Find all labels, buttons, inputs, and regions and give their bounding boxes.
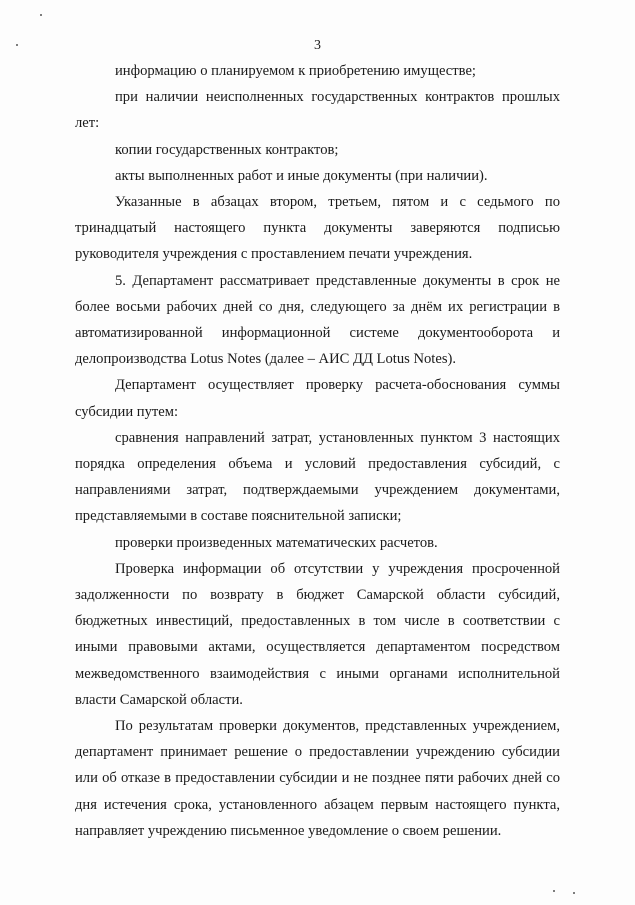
paragraph: при наличии неисполненных государственных контрактов прошлых лет: [75,89,560,132]
scan-speck [40,14,42,16]
scan-speck [573,892,575,894]
paragraph: сравнения направлений затрат, установленных пунктом 3 настоящих порядка определения объема и условий предоставления субсидий, с направлениями затрат, подтверждаемыми учреждением документами, представляемыми в составе пояснительной записки; [75,429,560,525]
paragraph: 5. Департамент рассматривает представленные документы в срок не более восьми рабочих дней со дня, следующего за днём их регистрации в автоматизированной информационной системе документооборота и делопроизводства Lotus Notes (далее – АИС ДД Lotus Notes). [75,272,560,368]
paragraph: информацию о планируемом к приобретению имуществе; [115,63,476,79]
paragraph: Проверка информации об отсутствии у учреждения просроченной задолженности по возврату в бюджет Самарской области субсидий, бюджетных инвестиций, предоставленных в том числе в соответствии с иными правовыми актами, осуществляется департаментом посредством межведомственного взаимодействия с иными органами исполнительной власти Самарской области. [75,560,560,708]
paragraph: Указанные в абзацах втором, третьем, пятом и с седьмого по тринадцатый настоящего пункта документы заверяются подписью руководителя учреждения с проставлением печати учреждения. [75,194,560,263]
paragraph: проверки произведенных математических расчетов. [115,534,438,551]
paragraph: копии государственных контрактов; [115,141,339,158]
paragraph: акты выполненных работ и иные документы (при наличии). [115,167,488,184]
paragraph: Департамент осуществляет проверку расчета-обоснования суммы субсидии путем: [75,377,560,420]
page-number: 3 [314,38,321,53]
scan-speck [553,890,555,892]
paragraph: По результатам проверки документов, представленных учреждением, департамент принимает решение о предоставлении учреждению субсидии или об отказе в предоставлении субсидии и не позднее пяти рабочих дней со дня истечения срока, установленного абзацем первым настоящего пункта, направляет учреждению письменное уведомление о своем решении. [75,718,560,839]
document-text [75,58,560,844]
